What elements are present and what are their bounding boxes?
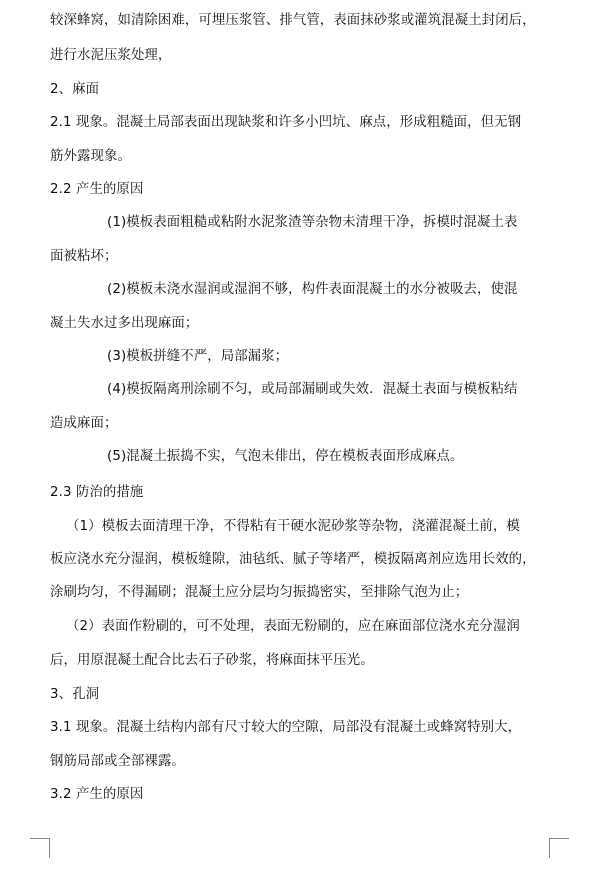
crop-mark-right-horizontal xyxy=(549,838,569,839)
section-heading: 3、孔洞 xyxy=(50,687,100,702)
paragraph-line: （1）模板去面清理干净，不得粘有干硬水泥砂浆等杂物，浇灌混凝土前，模 xyxy=(66,519,520,534)
paragraph-line: （2）表面作粉刷的，可不处理，表面无粉刷的，应在麻面部位浇水充分湿润 xyxy=(66,619,520,634)
paragraph-line: 筋外露现象。 xyxy=(50,149,131,164)
crop-mark-left-vertical xyxy=(49,838,50,858)
list-item-line: (2)模板未浇水湿润或湿润不够，构件表面混凝土的水分被吸去，使混 xyxy=(107,282,518,297)
paragraph-line: 3.1 现象。混凝土结构内部有尺寸较大的空隙，局部没有混凝土或蜂窝特别大， xyxy=(50,720,522,735)
list-item-line: (3)模板拼缝不严，局部漏浆； xyxy=(107,349,289,364)
paragraph-line: 钢筋局部或全部裸露。 xyxy=(50,754,185,769)
list-item-line: 面被粘坏； xyxy=(50,249,118,264)
paragraph-line: 2.1 现象。混凝土局部表面出现缺浆和许多小凹坑、麻点，形成粗糙面，但无钢 xyxy=(50,115,522,130)
paragraph-line: 较深蜂窝，如清除困难，可埋压浆管、排气管，表面抹砂浆或灌筑混凝土封闭后， xyxy=(50,13,536,28)
paragraph-line: 后，用原混凝土配合比去石子砂浆，将麻面抹平压光。 xyxy=(50,653,374,668)
list-item-line: 凝土失水过多出现麻面； xyxy=(50,316,199,331)
crop-mark-right-vertical xyxy=(549,838,550,858)
paragraph-line: 板应浇水充分湿润，模板缝隙，油毡纸、腻子等堵严，模扳隔离剂应选用长效的， xyxy=(50,552,536,567)
subsection-heading: 2.3 防治的措施 xyxy=(50,485,144,500)
crop-mark-left-horizontal xyxy=(30,838,50,839)
section-heading: 2、麻面 xyxy=(50,82,100,97)
subsection-heading: 3.2 产生的原因 xyxy=(50,787,144,802)
list-item-line: (4)模扳隔离刑涂刷不匀，或局部漏刷或失效．混凝土表面与模板粘结 xyxy=(107,382,518,397)
paragraph-line: 涂刷均匀，不得漏刷；混凝土应分层均匀振捣密实，至排除气泡为止； xyxy=(50,585,469,600)
paragraph-line: 进行水泥压浆处理， xyxy=(50,48,172,63)
list-item-line: 造成麻面； xyxy=(50,416,118,431)
subsection-heading: 2.2 产生的原因 xyxy=(50,182,144,197)
list-item-line: (1)模板表面粗糙或粘附水泥浆渣等杂物未清理干净，拆模时混凝土表 xyxy=(107,215,518,230)
list-item-line: (5)混凝土振捣不实，气泡未俳出，停在模板表面形成麻点。 xyxy=(107,449,464,464)
